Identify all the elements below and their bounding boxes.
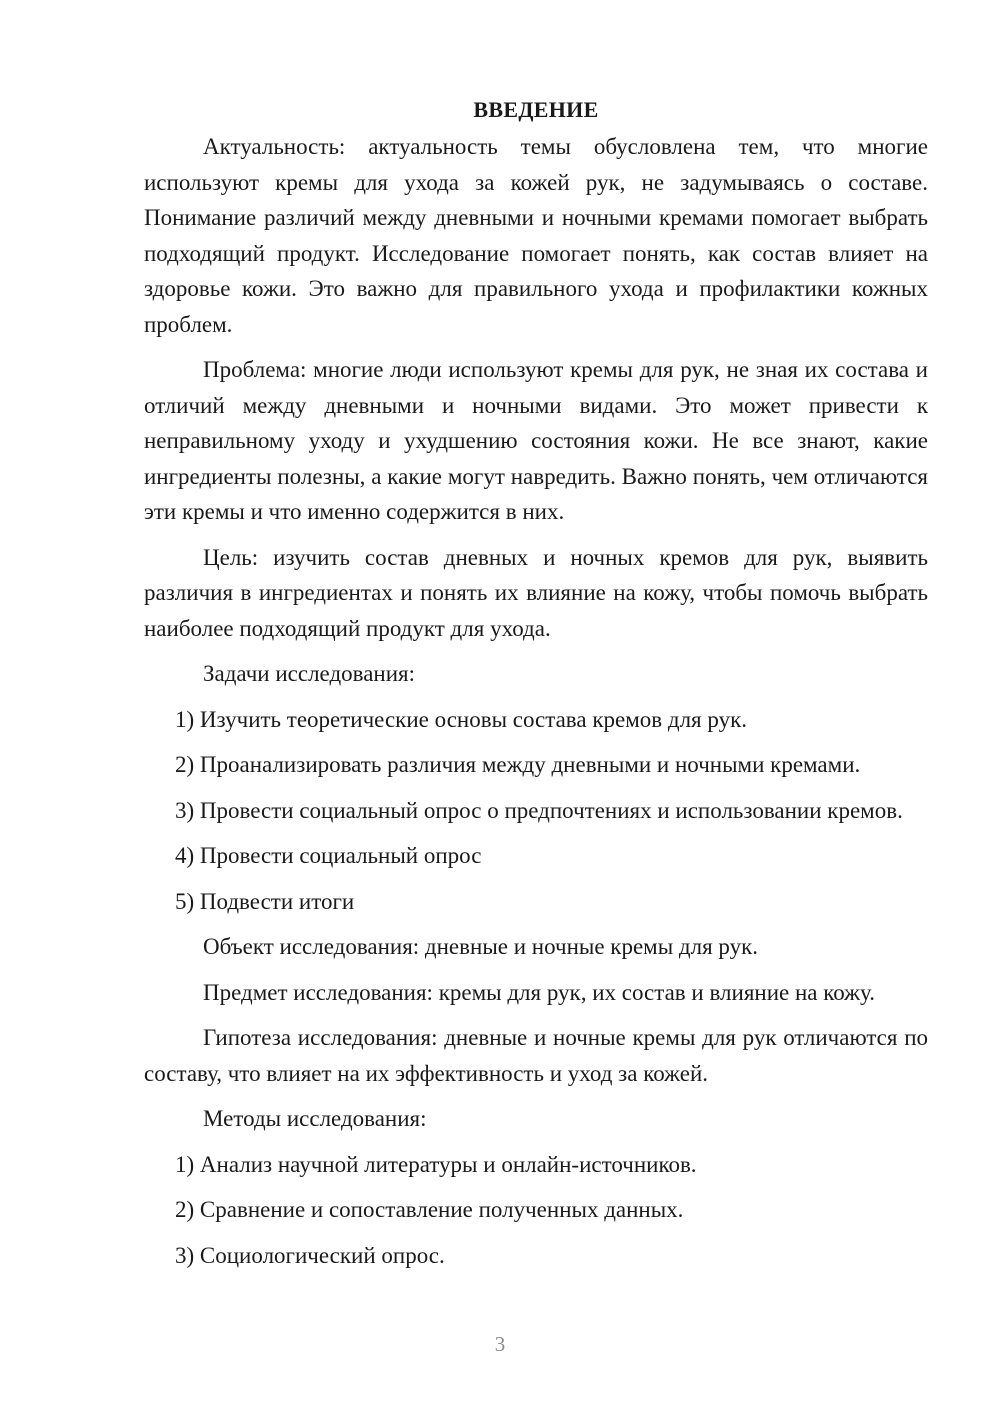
goal-paragraph: Цель: изучить состав дневных и ночных кремов для рук, выявить различия в ингредиентах и понять их влияние на кожу, чтобы помочь выбрать наиболее подходящий продукт для ухода.: [144, 544, 928, 641]
method-item: 1) Анализ научной литературы и онлайн-источников.: [175, 1151, 697, 1177]
object-paragraph: Объект исследования: дневные и ночные кремы для рук.: [203, 934, 759, 959]
task-item: 4) Провести социальный опрос: [175, 843, 482, 868]
page-content: [144, 94, 928, 1273]
methods-heading: Методы исследования:: [203, 1106, 427, 1131]
task-item: 1) Изучить теоретические основы состава кремов для рук.: [175, 706, 747, 732]
hypothesis-paragraph: Гипотеза исследования: дневные и ночные кремы для рук отличаются по составу, что влияет на их эффективность и уход за кожей.: [144, 1025, 928, 1086]
relevance-paragraph: Актуальность: актуальность темы обусловлена тем, что многие используют кремы для ухода за кожей рук, не задумываясь о составе. Понимание различий между дневными и ночными кремами помогает выбрать подходящий продукт. Исследование помогает понять, как состав влияет на здоровье кожи. Это важно для правильного ухода и профилактики кожных проблем.: [144, 134, 928, 337]
problem-paragraph: Проблема: многие люди используют кремы для рук, не зная их состава и отличий между дневными и ночными видами. Это может привести к неправильному уходу и ухудшению состояния кожи. Не все знают, какие ингредиенты полезны, а какие могут навредить. Важно понять, чем отличаются эти кремы и что именно содержится в них.: [144, 357, 928, 524]
method-item: 3) Социологический опрос.: [175, 1242, 445, 1268]
tasks-heading: Задачи исследования:: [203, 661, 416, 686]
task-item: 5) Подвести итоги: [175, 888, 355, 914]
page-title: ВВЕДЕНИЕ: [473, 97, 599, 122]
method-item: 2) Сравнение и сопоставление полученных данных.: [175, 1197, 684, 1222]
subject-paragraph: Предмет исследования: кремы для рук, их состав и влияние на кожу.: [203, 979, 876, 1005]
page-number: 3: [494, 1332, 506, 1356]
task-item: 2) Проанализировать различия между дневными и ночными кремами.: [175, 752, 861, 777]
task-item: 3) Провести социальный опрос о предпочтениях и использовании кремов.: [175, 797, 903, 823]
